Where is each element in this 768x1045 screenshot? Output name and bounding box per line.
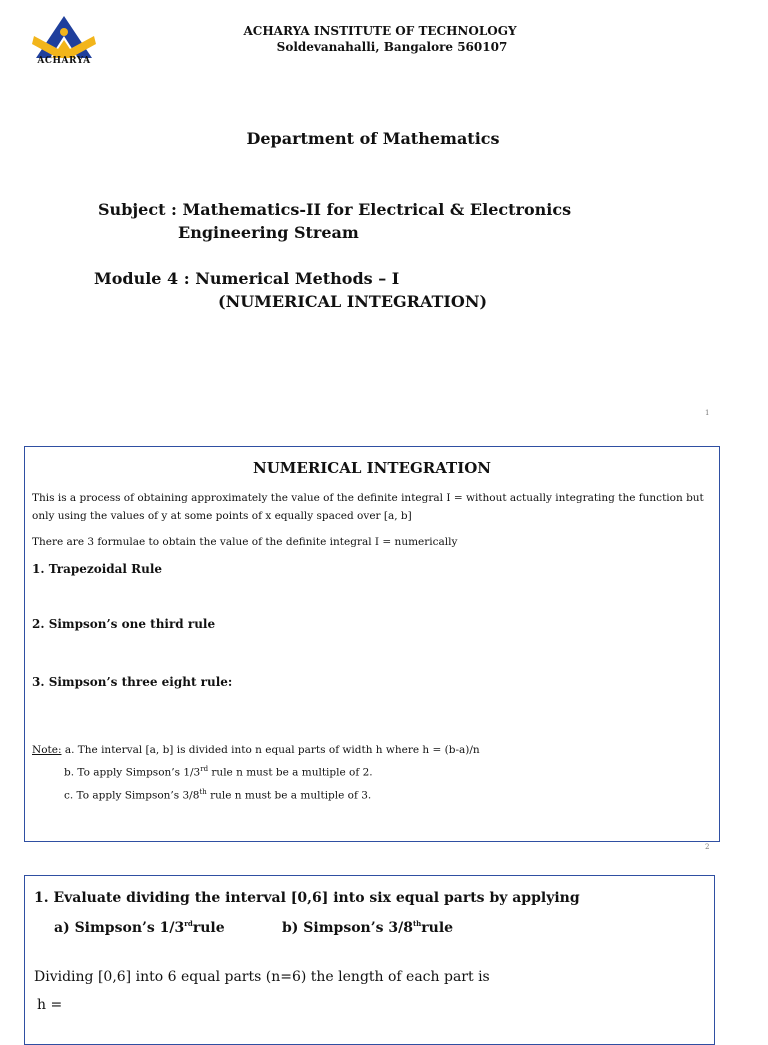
subject-label: Subject — [98, 200, 166, 219]
rule-simpson-one-third: 2. Simpson’s one third rule — [32, 617, 216, 631]
slide-heading: NUMERICAL INTEGRATION — [252, 459, 492, 477]
subject-line — [98, 198, 571, 244]
page-number-2: 2 — [705, 843, 710, 851]
module-label: Module 4 — [94, 269, 179, 288]
part-a — [54, 919, 282, 936]
question-1-parts — [54, 919, 453, 936]
part-a-text-end: rule — [192, 919, 225, 936]
institute-address: Soldevanahalli, Bangalore 560107 — [276, 40, 508, 54]
note-a: a. The interval [a, b] is divided into n equal parts of width h where h = (b-a)/n — [61, 744, 480, 756]
rule-trapezoidal: 1. Trapezoidal Rule — [32, 562, 163, 576]
question-1: 1. Evaluate dividing the interval [0,6] into six equal parts by applying — [34, 890, 580, 906]
note-b-text: b. To apply Simpson’s 1/3 — [64, 766, 201, 779]
note-b — [32, 760, 480, 783]
note-b-sup: rd — [200, 765, 209, 773]
dividing-statement: Dividing [0,6] into 6 equal parts (n=6) the length of each part is — [34, 969, 490, 985]
module-text: : Numerical Methods – I — [178, 269, 400, 288]
slide-numerical-integration — [24, 446, 720, 842]
note-c — [32, 783, 480, 806]
part-a-text: a) Simpson’s 1/3 — [54, 919, 185, 936]
formula-count-paragraph: There are 3 formulae to obtain the value of the definite integral I = numerically — [32, 536, 458, 548]
institute-header — [180, 23, 580, 55]
part-a-sup: rd — [184, 919, 193, 928]
note-c-text: c. To apply Simpson’s 3/8 — [64, 789, 200, 801]
part-b-text-end: rule — [421, 919, 454, 936]
h-equation: h = — [37, 997, 63, 1013]
part-b-sup: th — [412, 919, 422, 928]
note-block — [32, 741, 480, 805]
department-title: Department of Mathematics — [246, 129, 500, 148]
slide-example-1 — [24, 875, 715, 1045]
module-line — [94, 267, 487, 313]
part-b-text: b) Simpson’s 3/8 — [282, 919, 413, 936]
subject-text: : Mathematics-II for Electrical & Electronics — [165, 200, 572, 219]
note-label: Note: — [32, 744, 62, 756]
rule-simpson-three-eight: 3. Simpson’s three eight rule: — [32, 675, 233, 689]
logo-label: ACHARYA — [37, 56, 91, 66]
note-b-text-end: rule n must be a multiple of 2. — [208, 766, 373, 779]
note-c-text-end: rule n must be a multiple of 3. — [206, 789, 372, 801]
note-c-sup: th — [199, 787, 207, 796]
part-b — [282, 919, 453, 936]
intro-paragraph: This is a process of obtaining approximately the value of the definite integral I = without actually integrating the function but only using the values of y at some points of x equally spaced over [a, b] — [32, 492, 704, 522]
module-subtitle: (NUMERICAL INTEGRATION) — [218, 292, 488, 311]
institute-name: ACHARYA INSTITUTE OF TECHNOLOGY — [243, 24, 517, 38]
subject-text-2: Engineering Stream — [178, 223, 359, 242]
page-number-1: 1 — [705, 409, 710, 417]
